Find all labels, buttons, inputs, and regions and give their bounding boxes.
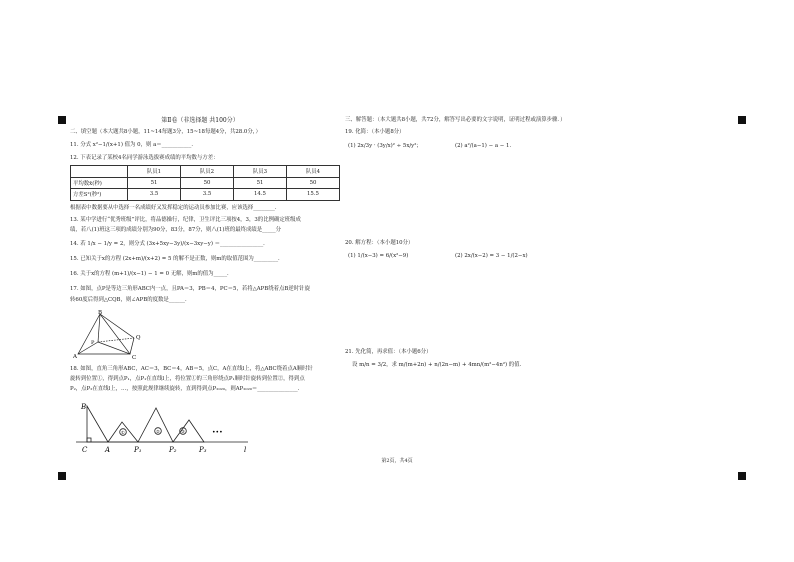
label-A: A [105,446,111,454]
table-cell: 3.5 [128,189,181,201]
table-row [71,177,340,189]
label-P2: P₂ [169,446,177,454]
corner-mark-top-right [738,116,746,124]
question-17-line1: 17. 如图，点P是等边三角形ABC内一点，且PA＝3，PB＝4，PC＝5，若将△APB绕着点B逆时针旋 [70,286,310,292]
table-cell: 51 [234,177,287,189]
question-18-line2: 旋转到位置①，得到点P₁，点P₁在直线l上，将位置①的三角形绕点P₁顺时针旋转到位置②，得到点 [70,376,305,382]
label-A: A [73,354,77,360]
question-13-line2: 绩，若八(1)班这三项的成绩分别为90分，83分，87分，则八(1)班的最终成绩是_____分 [70,227,282,233]
table-header-cell: 队员2 [181,166,234,178]
label-C: C [82,446,88,454]
label-B: B [98,310,103,316]
label-P: P [91,340,95,346]
table-row [71,189,340,201]
table-cell: 50 [181,177,234,189]
question-16: 16. 关于x的方程 (m+1)/(x−1) − 1 = 0 无解，则m的值为_____． [70,271,233,277]
label-P3: P₃ [199,446,207,454]
table-cell: 平均数x̄(秒) [71,177,128,189]
table-cell: 3.5 [181,189,234,201]
circle-label-1: ① [121,430,125,435]
table-cell: 50 [287,177,340,189]
question-18-line1: 18. 如图，直角三角形ABC，AC＝3，BC＝4，AB＝5，点C，A在直线l上，将△ABC绕着点A顺时针 [70,366,313,372]
question-21: 21. 先化简，再求值：（本小题6分） [345,349,432,355]
corner-mark-top-left [58,116,66,124]
label-C: C [132,355,137,360]
question-19: 19. 化简：（本小题8分） [345,129,405,135]
figure-17-equilateral-triangle [70,308,145,360]
section-title: 第Ⅱ卷（非选择题 共100分） [161,117,239,124]
question-12-followup: 根据表中数据要从中选择一名成绩好又发挥稳定的运动员参加比赛，应该选择________． [70,205,281,211]
question-18-line3: P₂，点P₂在直线l上，…，按照此规律继续旋转，直到得到点P₂₀₂₀，则AP₂₀₂₀＝_______________． [70,386,304,392]
question-19-part2: (2) a²/(a−1) − a − 1． [455,143,515,149]
question-14: 14. 若 1/x − 1/y = 2，则分式 (3x+5xy−3y)/(x−3xy−y) ＝________________． [70,241,269,247]
circle-label-3: ③ [181,429,185,434]
table-header-cell [71,166,128,178]
question-13-line1: 13. 某中学进行“优秀班级”评比，将品德操行，纪律，卫生评比三项按4，3，3的比例确定班级成 [70,217,301,223]
table-row [71,166,340,178]
corner-mark-bottom-left [58,472,66,480]
table-cell: 方差S²(秒²) [71,189,128,201]
label-l: l [244,446,247,454]
question-21-body: 设 m/n = 3/2，求 m/(m+2n) + n/(2n−m) + 4mn/(m²−4n²) 的值． [352,362,525,368]
score-table [70,165,340,201]
table-cell: 14.5 [234,189,287,201]
fill-heading: 二、填空题（本大题共8小题，11~14每题3分，15~18每题4分，共28.0分，） [70,129,261,135]
table-header-cell: 队员3 [234,166,287,178]
label-P1: P₁ [134,446,142,454]
corner-mark-bottom-right [738,472,746,480]
question-20-part1: (1) 1/(x−3) = 6/(x²−9) [348,253,409,259]
page-number: 第2页，共4页 [381,458,413,464]
question-20-part2: (2) 2x/(x−2) = 3 − 1/(2−x) [455,253,528,259]
table-header-cell: 队员4 [287,166,340,178]
table-cell: 15.5 [287,189,340,201]
question-19-part1: (1) 2x/3y · (3y/x)² ÷ 5x/y²； [348,143,422,149]
table-cell: 51 [128,177,181,189]
question-20: 20. 解方程：（本小题10分） [345,240,414,246]
table-header-cell: 队员1 [128,166,181,178]
label-Q: Q [136,335,141,341]
continuation-dots: ••• [212,429,223,436]
label-B: B [81,403,87,411]
circle-label-2: ② [156,429,160,434]
answer-heading: 三、解答题：（本大题共8小题，共72分，解答写出必要的文字说明，证明过程或演算步骤．） [345,117,566,123]
question-12: 12. 下表记录了某校4名同学游泳选拔赛成绩的平均数与方差： [70,155,219,161]
figure-18-rotating-triangles [72,398,252,456]
question-17-line2: 转60度后得到△CQB，则∠APB的度数是______． [70,297,191,303]
question-11: 11. 分式 x²−1/(x+1) 值为 0，则 a＝___________． [70,142,197,148]
question-15: 15. 已知关于x的方程 (2x+m)/(x+2) = 5 的解不是正数，则m的取值范围为_________． [70,256,284,262]
